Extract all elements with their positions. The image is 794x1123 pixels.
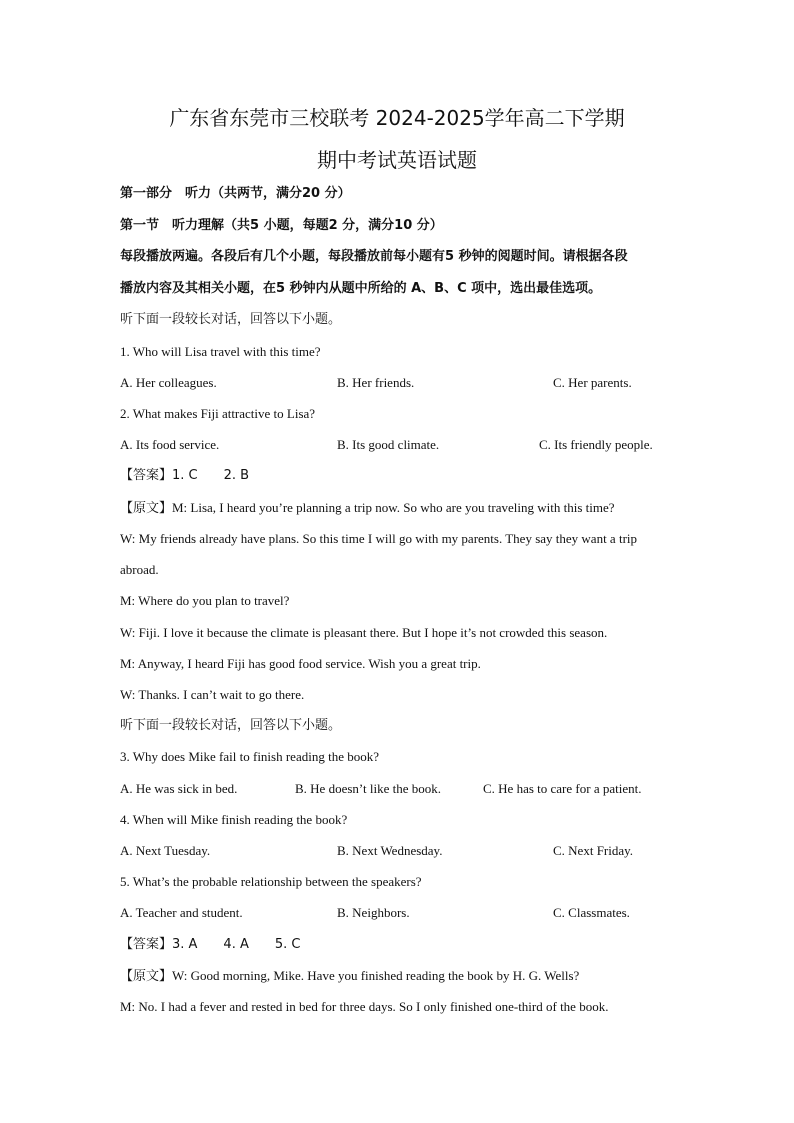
dialog-one-intro: 听下面一段较长对话，回答以下小题。 — [120, 312, 342, 327]
transcript-1-line-7: W: Thanks. I can’t wait to go there. — [120, 687, 305, 702]
transcript-1-line-2: W: My friends already have plans. So this time I will go with my parents. They say they want a trip — [120, 531, 638, 546]
question-2-option-b: B. Its good climate. — [337, 437, 440, 452]
question-5-option-c: C. Classmates. — [553, 905, 630, 920]
question-3-option-b: B. He doesn’t like the book. — [295, 781, 441, 796]
question-4-option-b: B. Next Wednesday. — [337, 843, 443, 858]
question-3-option-a: A. He was sick in bed. — [120, 781, 238, 796]
question-5-option-b: B. Neighbors. — [337, 905, 410, 920]
question-4-option-c: C. Next Friday. — [553, 843, 634, 858]
transcript-1-line-4: M: Where do you plan to travel? — [120, 593, 290, 608]
question-2-option-a: A. Its food service. — [120, 437, 220, 452]
dialog-two-intro: 听下面一段较长对话，回答以下小题。 — [120, 718, 342, 733]
question-5-option-a: A. Teacher and student. — [120, 905, 243, 920]
question-4-option-a: A. Next Tuesday. — [120, 843, 211, 858]
document-title-line-1: 广东省东莞市三校联考 2024-2025学年高二下学期 — [169, 106, 625, 130]
part-one-heading: 第一部分 听力（共两节，满分20 分） — [120, 186, 351, 201]
question-3-option-c: C. He has to care for a patient. — [483, 781, 642, 796]
question-3-text: 3. Why does Mike fail to finish reading the book? — [120, 749, 379, 764]
question-1-option-a: A. Her colleagues. — [120, 375, 217, 390]
transcript-1-line-5: W: Fiji. I love it because the climate is pleasant there. But I hope it’s not crowded this season. — [120, 625, 608, 640]
section-one-heading: 第一节 听力理解（共5 小题，每题2 分，满分10 分） — [120, 218, 443, 233]
question-2-option-c: C. Its friendly people. — [539, 437, 653, 452]
transcript-1-line-6: M: Anyway, I heard Fiji has good food service. Wish you a great trip. — [120, 656, 481, 671]
question-1-text: 1. Who will Lisa travel with this time? — [120, 344, 321, 359]
instructions-line-2: 播放内容及其相关小题，在5 秒钟内从题中所给的 A、B、C 项中，选出最佳选项。 — [120, 281, 602, 296]
transcript-2-line-1: 【原文】W: Good morning, Mike. Have you finished reading the book by H. G. Wells? — [120, 968, 580, 983]
transcript-2-line-2: M: No. I had a fever and rested in bed for three days. So I only finished one-third of the book. — [120, 999, 609, 1014]
answer-key-1: 【答案】1. C 2. B — [120, 468, 250, 483]
answer-key-2: 【答案】3. A 4. A 5. C — [120, 937, 301, 952]
question-1-option-c: C. Her parents. — [553, 375, 632, 390]
question-1-option-b: B. Her friends. — [337, 375, 415, 390]
instructions-line-1: 每段播放两遍。各段后有几个小题，每段播放前每小题有5 秒钟的阅题时间。请根据各段 — [120, 249, 628, 264]
document-title-line-2: 期中考试英语试题 — [317, 148, 477, 172]
question-5-text: 5. What’s the probable relationship between the speakers? — [120, 874, 422, 889]
question-4-text: 4. When will Mike finish reading the book? — [120, 812, 348, 827]
transcript-1-line-3: abroad. — [120, 562, 159, 577]
transcript-1-line-1: 【原文】M: Lisa, I heard you’re planning a trip now. So who are you traveling with this time? — [120, 500, 615, 515]
question-2-text: 2. What makes Fiji attractive to Lisa? — [120, 406, 316, 421]
